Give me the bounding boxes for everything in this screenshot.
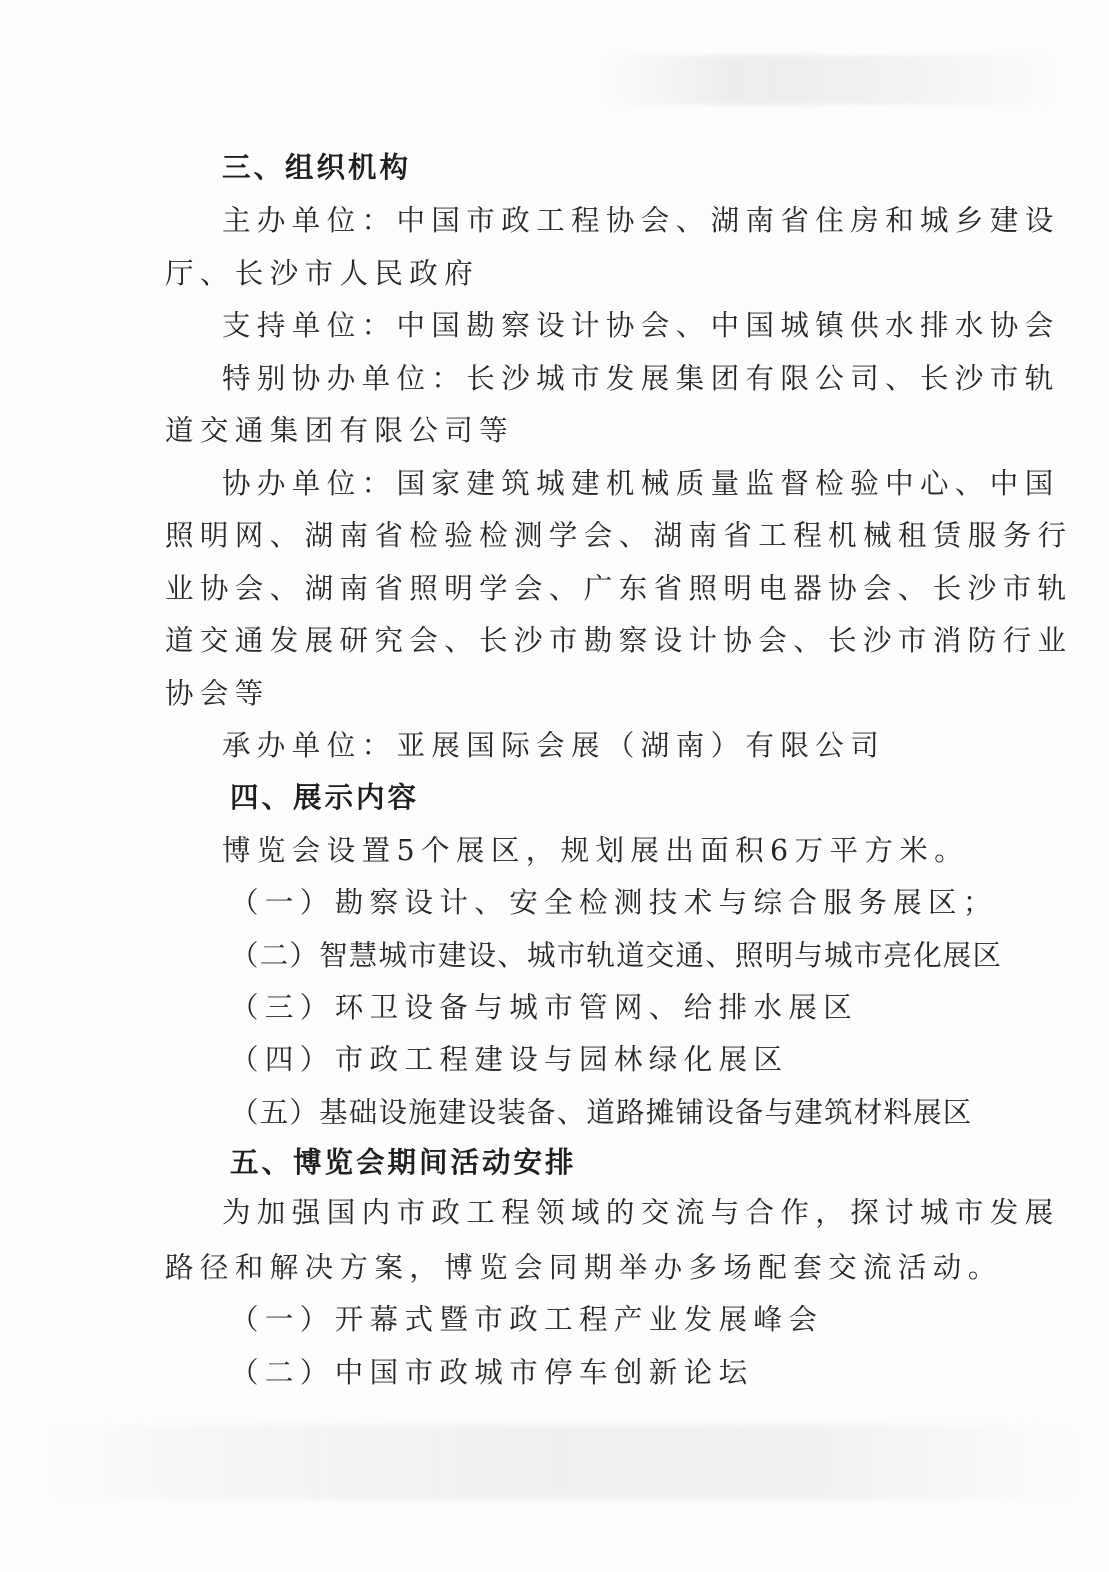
- exhibition-zone-item: （五）基础设施建设装备、道路摊铺设备与建筑材料展区: [230, 1096, 973, 1129]
- host-units-line-2: 厅、长沙市人民政府: [165, 257, 480, 290]
- exhibition-zone-item: （四）市政工程建设与园林绿化展区: [230, 1043, 789, 1076]
- activities-intro-line-1: 为加强国内市政工程领域的交流与合作，探讨城市发展: [222, 1196, 1060, 1229]
- activity-item: （二）中国市政城市停车创新论坛: [230, 1356, 754, 1389]
- exhibition-zone-item: （二）智慧城市建设、城市轨道交通、照明与城市亮化展区: [230, 939, 1003, 972]
- organizer-line: 承办单位：亚展国际会展（湖南）有限公司: [222, 729, 886, 762]
- exhibition-intro: 博览会设置5个展区，规划展出面积6万平方米。: [222, 834, 970, 867]
- co-organizers-line-1: 协办单位：国家建筑城建机械质量监督检验中心、中国: [222, 467, 1060, 500]
- scan-artifact-bottom: [40, 1425, 1080, 1500]
- exhibition-zone-item: （一）勘察设计、安全检测技术与综合服务展区；: [230, 886, 998, 919]
- co-organizers-line-3: 业协会、湖南省照明学会、广东省照明电器协会、长沙市轨: [165, 572, 1073, 605]
- special-co-organizers-line-2: 道交通集团有限公司等: [165, 414, 515, 447]
- activity-item: （一）开幕式暨市政工程产业发展峰会: [230, 1303, 824, 1336]
- special-co-organizers-line-1: 特别协办单位：长沙城市发展集团有限公司、长沙市轨: [222, 362, 1060, 395]
- section-4-heading: 四、展示内容: [230, 781, 420, 814]
- section-5-heading: 五、博览会期间活动安排: [230, 1146, 577, 1179]
- host-units-line-1: 主办单位：中国市政工程协会、湖南省住房和城乡建设: [222, 204, 1060, 237]
- co-organizers-line-5: 协会等: [165, 677, 270, 710]
- scan-artifact-top: [600, 55, 1060, 105]
- support-units-line: 支持单位：中国勘察设计协会、中国城镇供水排水协会: [222, 309, 1060, 342]
- section-3-heading: 三、组织机构: [222, 151, 412, 184]
- exhibition-zone-item: （三）环卫设备与城市管网、给排水展区: [230, 991, 859, 1024]
- co-organizers-line-4: 道交通发展研究会、长沙市勘察设计协会、长沙市消防行业: [165, 624, 1073, 657]
- co-organizers-line-2: 照明网、湖南省检验检测学会、湖南省工程机械租赁服务行: [165, 519, 1073, 552]
- activities-intro-line-2: 路径和解决方案，博览会同期举办多场配套交流活动。: [165, 1251, 1003, 1284]
